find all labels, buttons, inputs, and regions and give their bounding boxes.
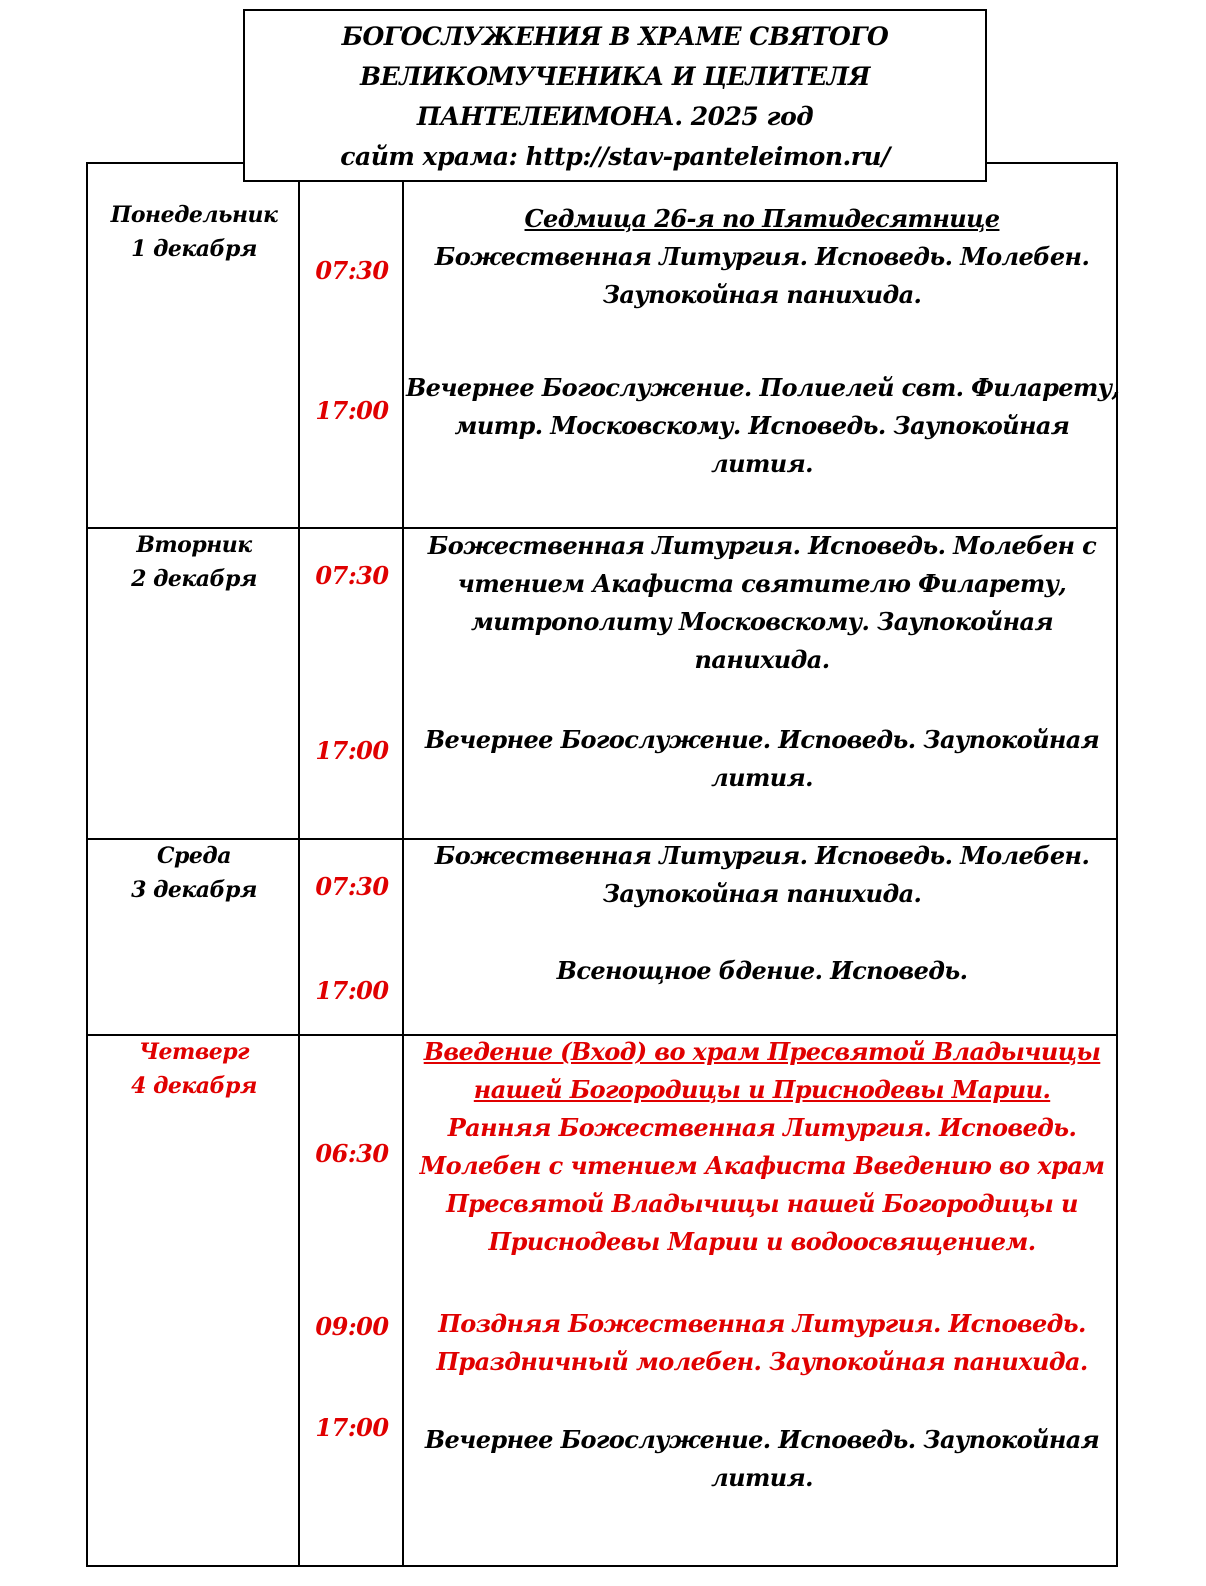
schedule-table	[86, 162, 1118, 1567]
service-block	[406, 200, 1118, 314]
time: 07:30	[315, 872, 389, 901]
time: 07:30	[315, 256, 389, 285]
time: 17:00	[315, 396, 389, 425]
schedule-title-box	[243, 9, 987, 182]
service-line: Вечернее Богослужение. Исповедь. Заупокойная	[424, 1425, 1100, 1454]
weekday: Понедельник	[110, 202, 278, 228]
service-line: митр. Московскому. Исповедь. Заупокойная	[454, 411, 1070, 440]
service-block	[406, 369, 1118, 483]
date: 4 декабря	[131, 1073, 257, 1099]
service-block	[406, 952, 1118, 990]
service-line: Вечернее Богослужение. Исповедь. Заупокойная	[424, 725, 1100, 754]
title-line-3: ПАНТЕЛЕИМОНА. 2025 год	[416, 102, 814, 131]
service-line: панихида.	[694, 645, 830, 674]
service-line: Праздничный молебен. Заупокойная панихида.	[436, 1347, 1088, 1376]
weekday: Вторник	[136, 532, 252, 558]
date: 3 декабря	[131, 877, 257, 903]
service-block	[406, 527, 1118, 679]
date: 1 декабря	[131, 236, 257, 262]
service-line: Заупокойная панихида.	[602, 280, 922, 309]
weekday: Четверг	[138, 1039, 250, 1065]
service-line: Ранняя Божественная Литургия. Исповедь.	[447, 1113, 1077, 1142]
column-divider	[402, 164, 404, 1565]
service-block	[406, 1421, 1118, 1497]
day-monday	[88, 198, 300, 266]
day-tuesday	[88, 528, 300, 596]
service-line: Пресвятой Владычицы нашей Богородицы и	[446, 1189, 1078, 1218]
service-line: Всенощное бдение. Исповедь.	[556, 956, 968, 985]
time: 07:30	[315, 561, 389, 590]
service-line: митрополиту Московскому. Заупокойная	[471, 607, 1053, 636]
feast-heading: нашей Богородицы и Приснодевы Марии.	[473, 1075, 1051, 1104]
service-line: Божественная Литургия. Исповедь. Молебен с	[427, 531, 1097, 560]
service-block	[406, 721, 1118, 797]
service-line: Заупокойная панихида.	[602, 879, 922, 908]
title-line-1: БОГОСЛУЖЕНИЯ В ХРАМЕ СВЯТОГО	[341, 22, 889, 51]
service-line: лития.	[711, 1463, 813, 1492]
service-block	[406, 1033, 1118, 1261]
service-line: Поздняя Божественная Литургия. Исповедь.	[438, 1309, 1086, 1338]
weekday: Среда	[157, 843, 231, 869]
service-line: лития.	[711, 449, 813, 478]
time: 17:00	[315, 1413, 389, 1442]
date: 2 декабря	[131, 566, 257, 592]
title-line-2: ВЕЛИКОМУЧЕНИКА И ЦЕЛИТЕЛЯ	[360, 62, 870, 91]
title-website[interactable]: сайт храма: http://stav-panteleimon.ru/	[340, 142, 890, 171]
time: 17:00	[315, 976, 389, 1005]
feast-heading: Введение (Вход) во храм Пресвятой Владычицы	[423, 1037, 1101, 1066]
time: 06:30	[315, 1139, 389, 1168]
service-line: лития.	[711, 763, 813, 792]
time: 17:00	[315, 736, 389, 765]
feast-heading: Седмица 26-я по Пятидесятнице	[524, 204, 1000, 233]
service-line: Божественная Литургия. Исповедь. Молебен.	[434, 242, 1090, 271]
service-line: Божественная Литургия. Исповедь. Молебен.	[434, 841, 1090, 870]
service-block	[406, 1305, 1118, 1381]
service-block	[406, 837, 1118, 913]
service-line: Молебен с чтением Акафиста Введению во храм	[419, 1151, 1105, 1180]
service-line: Приснодевы Марии и водоосвящением.	[488, 1227, 1036, 1256]
day-thursday	[88, 1035, 300, 1103]
service-line: Вечернее Богослужение. Полиелей свт. Филарету,	[406, 373, 1120, 402]
time: 09:00	[315, 1312, 389, 1341]
service-line: чтением Акафиста святителю Филарету,	[457, 569, 1067, 598]
day-wednesday	[88, 839, 300, 907]
